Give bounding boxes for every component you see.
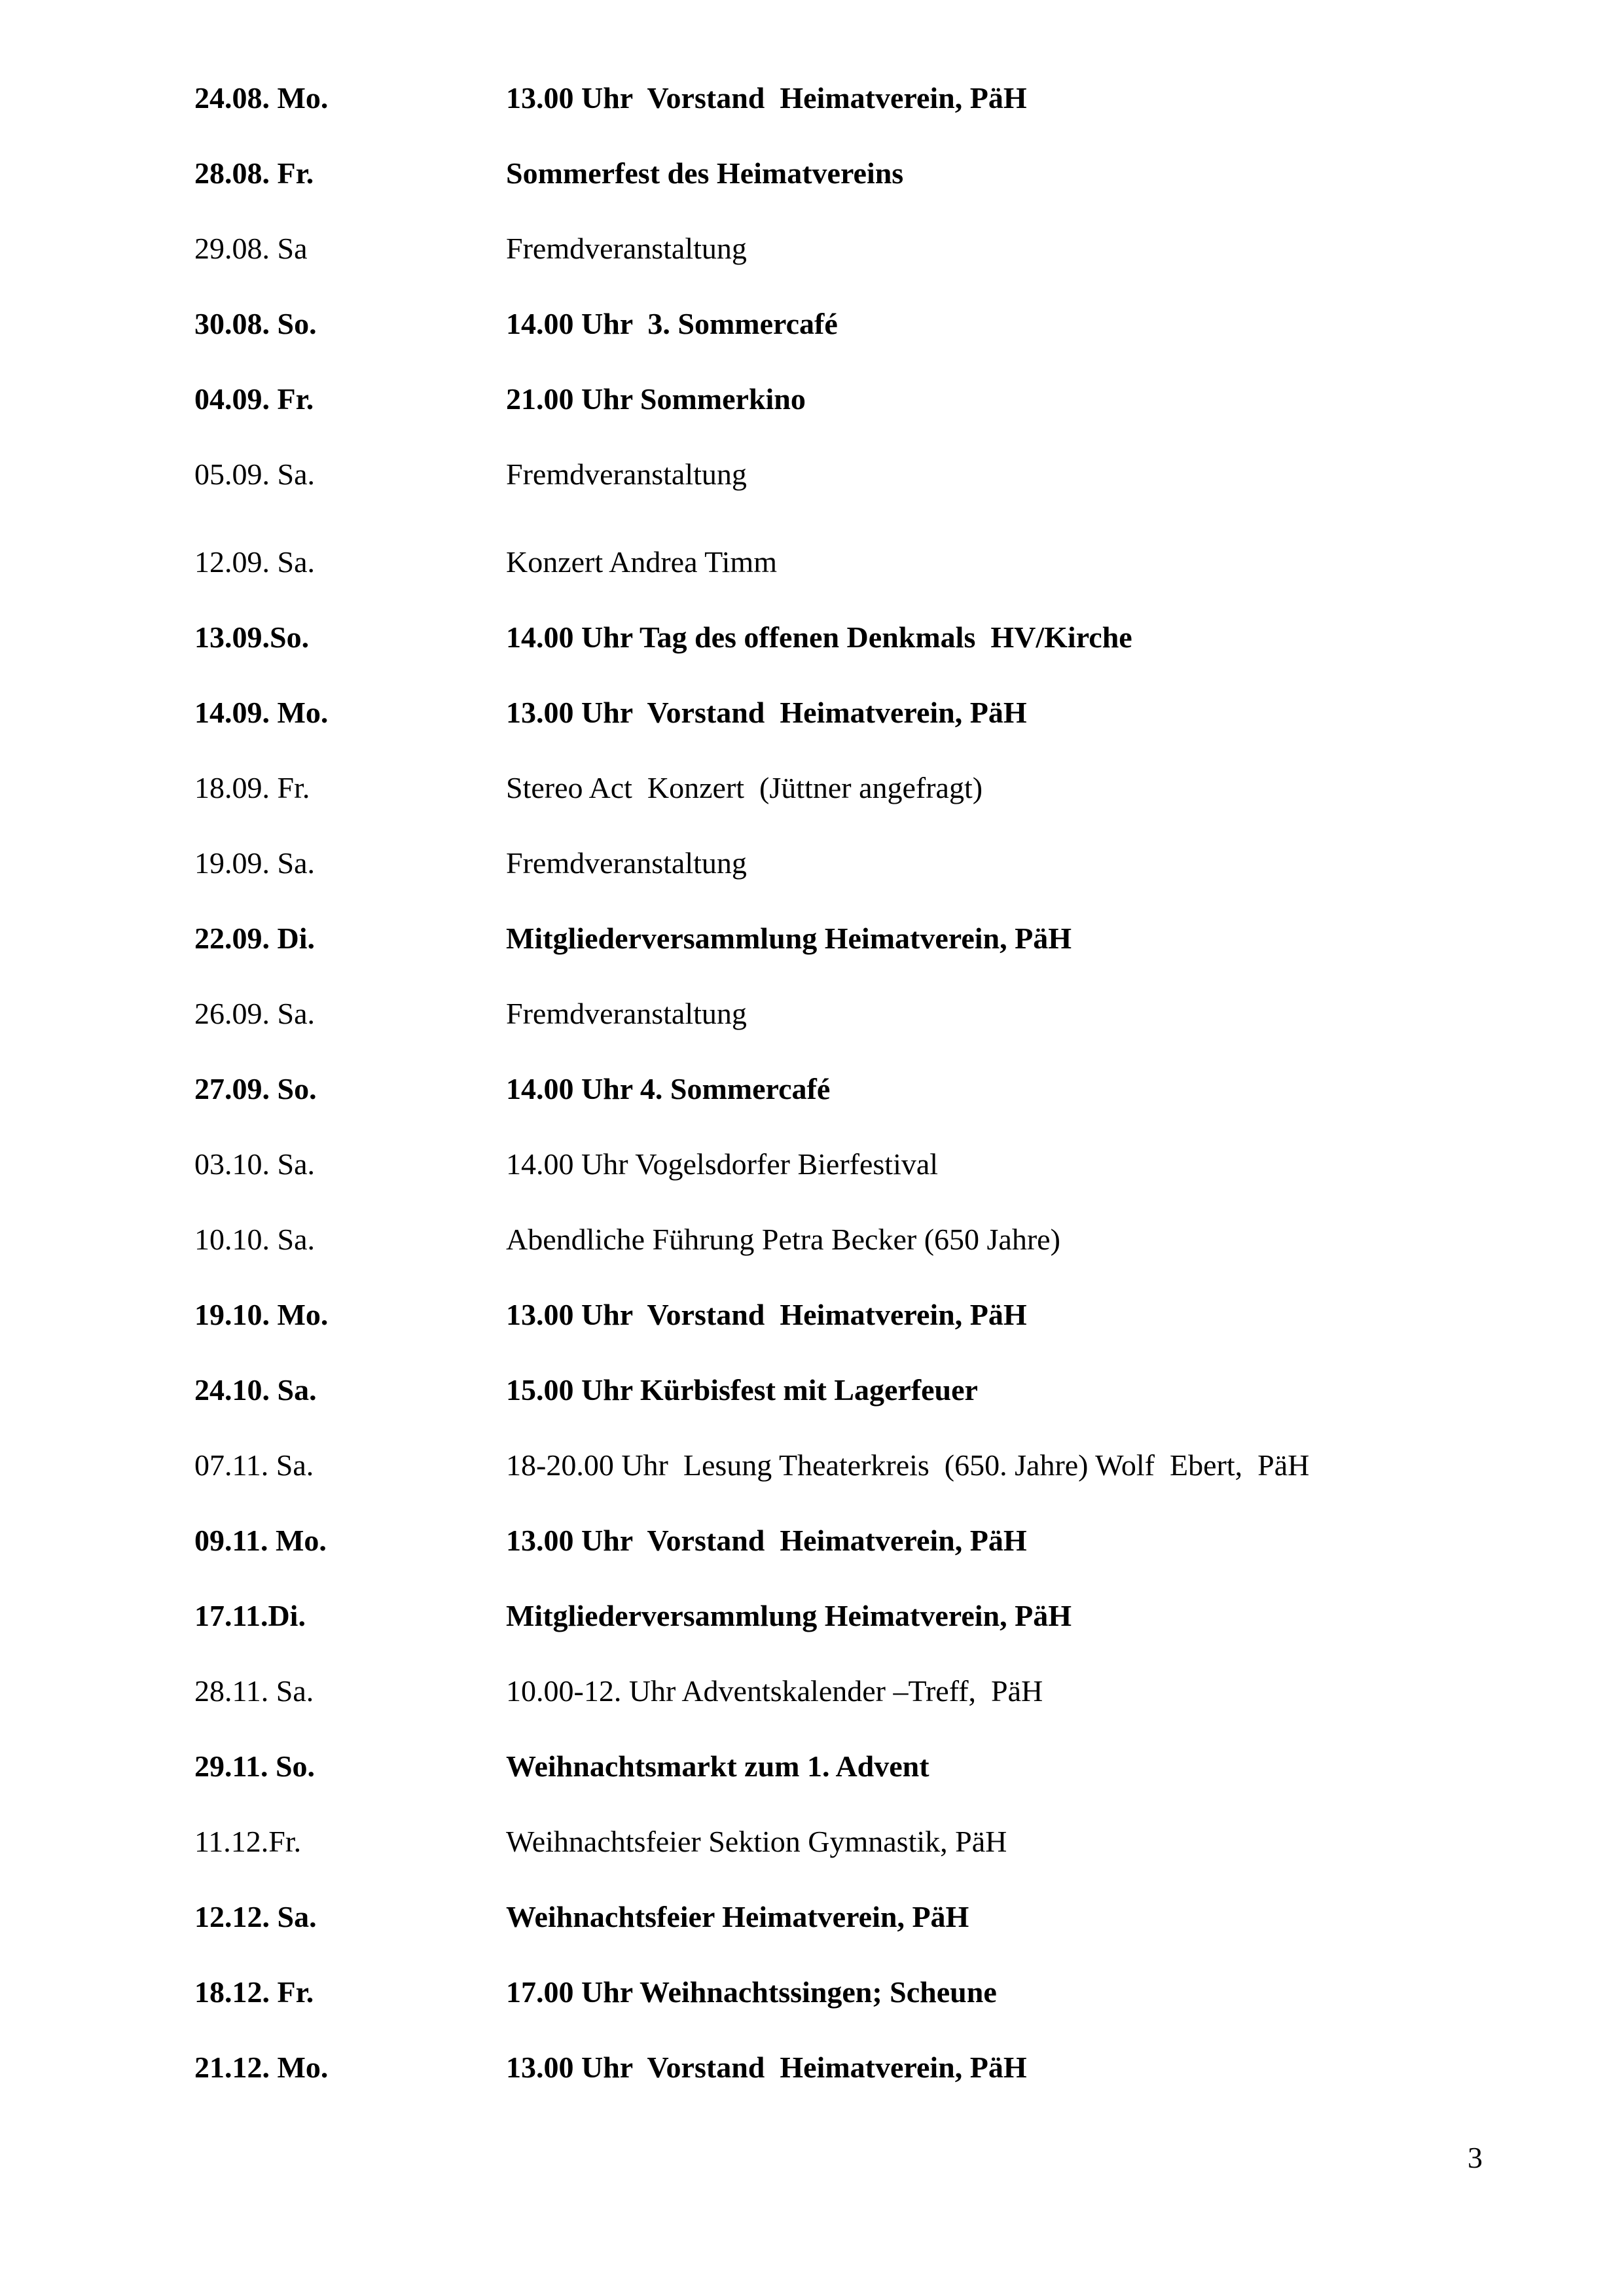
entry-event: 14.00 Uhr 3. Sommercafé — [506, 307, 838, 340]
entry-event: Mitgliederversammlung Heimatverein, PäH — [506, 1599, 1072, 1632]
schedule-entry — [0, 1744, 1624, 1789]
entry-date: 24.08. Mo. — [194, 81, 329, 115]
schedule-entry — [0, 991, 1624, 1037]
entry-date: 09.11. Mo. — [194, 1524, 327, 1557]
schedule-entry — [0, 151, 1624, 196]
entry-event: Konzert Andrea Timm — [506, 545, 777, 579]
entry-event: 13.00 Uhr Vorstand Heimatverein, PäH — [506, 1298, 1027, 1331]
entry-event: Fremdveranstaltung — [506, 997, 747, 1030]
entry-date: 12.09. Sa. — [194, 545, 315, 579]
entry-date: 04.09. Fr. — [194, 382, 314, 416]
schedule-entry — [0, 1518, 1624, 1564]
schedule-entry — [0, 376, 1624, 422]
entry-date: 29.08. Sa — [194, 232, 308, 265]
schedule-entry — [0, 765, 1624, 811]
entry-date: 27.09. So. — [194, 1072, 317, 1105]
schedule-entry — [0, 1819, 1624, 1865]
entry-event: 13.00 Uhr Vorstand Heimatverein, PäH — [506, 696, 1027, 729]
entry-event: Sommerfest des Heimatvereins — [506, 156, 904, 190]
entry-event: Fremdveranstaltung — [506, 457, 747, 491]
entry-date: 22.09. Di. — [194, 922, 315, 955]
entry-event: Weihnachtsfeier Sektion Gymnastik, PäH — [506, 1825, 1007, 1858]
schedule-entry — [0, 1066, 1624, 1112]
schedule-entry — [0, 75, 1624, 121]
entry-date: 18.12. Fr. — [194, 1975, 314, 2009]
entry-event: 21.00 Uhr Sommerkino — [506, 382, 806, 416]
entry-event: Weihnachtsmarkt zum 1. Advent — [506, 1749, 929, 1783]
page-number: 3 — [1468, 2141, 1483, 2174]
entry-date: 28.08. Fr. — [194, 156, 314, 190]
entry-date: 24.10. Sa. — [194, 1373, 317, 1407]
entry-date: 03.10. Sa. — [194, 1147, 315, 1181]
schedule-entry — [0, 2045, 1624, 2090]
entry-event: Mitgliederversammlung Heimatverein, PäH — [506, 922, 1072, 955]
entry-date: 07.11. Sa. — [194, 1448, 314, 1482]
entry-event: 13.00 Uhr Vorstand Heimatverein, PäH — [506, 2051, 1027, 2084]
entry-event: Fremdveranstaltung — [506, 232, 747, 265]
schedule-entry — [0, 1668, 1624, 1714]
entry-date: 17.11.Di. — [194, 1599, 306, 1632]
entry-event: 13.00 Uhr Vorstand Heimatverein, PäH — [506, 1524, 1027, 1557]
entry-event: 10.00-12. Uhr Adventskalender –Treff, PäH — [506, 1674, 1043, 1708]
entry-event: 17.00 Uhr Weihnachtssingen; Scheune — [506, 1975, 997, 2009]
entry-date: 21.12. Mo. — [194, 2051, 329, 2084]
entry-date: 11.12.Fr. — [194, 1825, 302, 1858]
schedule-entry — [0, 1217, 1624, 1263]
entry-date: 28.11. Sa. — [194, 1674, 314, 1708]
schedule-entry — [0, 1367, 1624, 1413]
entry-event: Abendliche Führung Petra Becker (650 Jahre) — [506, 1223, 1060, 1256]
schedule-entry — [0, 840, 1624, 886]
entry-event: 15.00 Uhr Kürbisfest mit Lagerfeuer — [506, 1373, 978, 1407]
entry-date: 12.12. Sa. — [194, 1900, 317, 1933]
schedule-entry — [0, 916, 1624, 961]
schedule-entry — [0, 1969, 1624, 2015]
entry-date: 13.09.So. — [194, 620, 310, 654]
entry-event: 13.00 Uhr Vorstand Heimatverein, PäH — [506, 81, 1027, 115]
entry-date: 26.09. Sa. — [194, 997, 315, 1030]
entry-date: 18.09. Fr. — [194, 771, 310, 804]
schedule-entry — [0, 1593, 1624, 1639]
entry-event: Weihnachtsfeier Heimatverein, PäH — [506, 1900, 969, 1933]
entry-date: 19.10. Mo. — [194, 1298, 329, 1331]
schedule-entry — [0, 301, 1624, 347]
schedule-entry — [0, 690, 1624, 736]
schedule-entry — [0, 615, 1624, 660]
entry-event: 14.00 Uhr Vogelsdorfer Bierfestival — [506, 1147, 939, 1181]
entry-date: 05.09. Sa. — [194, 457, 315, 491]
schedule-entry — [0, 1141, 1624, 1187]
schedule-entry — [0, 226, 1624, 272]
schedule-entry — [0, 1443, 1624, 1488]
schedule-entry — [0, 539, 1624, 585]
entry-date: 10.10. Sa. — [194, 1223, 315, 1256]
schedule-entry — [0, 1292, 1624, 1338]
schedule-entry — [0, 452, 1624, 497]
entry-date: 19.09. Sa. — [194, 846, 315, 880]
entry-event: 14.00 Uhr Tag des offenen Denkmals HV/Kirche — [506, 620, 1132, 654]
entry-event: Fremdveranstaltung — [506, 846, 747, 880]
entry-event: 18-20.00 Uhr Lesung Theaterkreis (650. Jahre) Wolf Ebert, PäH — [506, 1448, 1310, 1482]
entry-date: 14.09. Mo. — [194, 696, 329, 729]
entry-date: 30.08. So. — [194, 307, 317, 340]
schedule-entry — [0, 1894, 1624, 1940]
entry-date: 29.11. So. — [194, 1749, 316, 1783]
entry-event: 14.00 Uhr 4. Sommercafé — [506, 1072, 831, 1105]
entry-event: Stereo Act Konzert (Jüttner angefragt) — [506, 771, 983, 804]
